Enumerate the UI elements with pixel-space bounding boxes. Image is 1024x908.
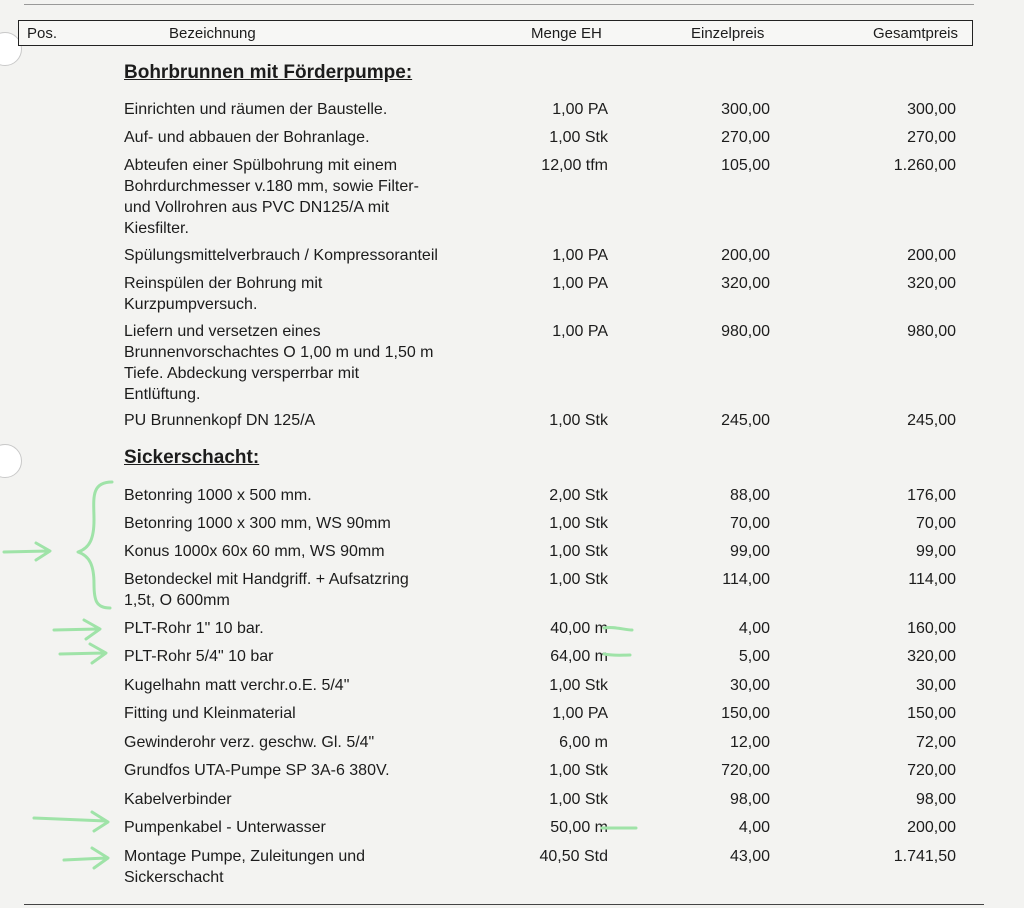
item-total: 200,00: [907, 247, 956, 264]
arrow-mark: [34, 812, 108, 831]
item-quantity: 2,00 Stk: [549, 487, 608, 504]
item-quantity: 1,00 Stk: [549, 762, 608, 779]
item-unit-price: 300,00: [721, 101, 770, 118]
item-unit-price: 4,00: [738, 620, 770, 637]
item-quantity: 1,00 PA: [552, 101, 608, 118]
dash-mark: [604, 627, 632, 630]
arrow-mark: [64, 848, 108, 868]
item-unit-price: 30,00: [729, 677, 770, 694]
item-unit-price: 150,00: [721, 705, 770, 722]
item-description: PU Brunnenkopf DN 125/A: [124, 412, 316, 429]
curly-brace-mark: [78, 482, 112, 608]
item-unit-price: 320,00: [721, 275, 770, 292]
item-unit-price: 70,00: [729, 515, 770, 532]
item-description: Kabelverbinder: [124, 791, 232, 808]
item-quantity: 1,00 Stk: [549, 571, 608, 588]
item-unit-price: 4,00: [738, 819, 770, 836]
header-einzelpreis: Einzelpreis: [691, 25, 765, 42]
item-unit-price: 5,00: [738, 648, 770, 665]
item-quantity: 1,00 Stk: [549, 677, 608, 694]
item-quantity: 1,00 Stk: [549, 515, 608, 532]
item-quantity: 1,00 Stk: [549, 791, 608, 808]
item-description: Abteufen einer Spülbohrung mit einem Bohrdurchmesser v.180 mm, sowie Filter- und Vollrohren aus PVC DN125/A mit Kiesfilter.: [124, 157, 419, 237]
item-description: Spülungsmittelverbrauch / Kompressoranteil: [124, 247, 438, 264]
item-quantity: 6,00 m: [559, 734, 608, 751]
arrow-mark: [60, 644, 106, 663]
item-description: Konus 1000x 60x 60 mm, WS 90mm: [124, 543, 385, 560]
item-description: Betonring 1000 x 500 mm.: [124, 487, 312, 504]
item-description: Einrichten und räumen der Baustelle.: [124, 101, 388, 118]
item-quantity: 1,00 PA: [552, 247, 608, 264]
item-description: Liefern und versetzen eines Brunnenvorschachtes O 1,00 m und 1,50 m Tiefe. Abdeckung versperrbar mit Entlüftung.: [124, 323, 434, 403]
item-total: 270,00: [907, 129, 956, 146]
item-quantity: 1,00 Stk: [549, 129, 608, 146]
item-unit-price: 270,00: [721, 129, 770, 146]
item-unit-price: 98,00: [729, 791, 770, 808]
item-total: 70,00: [915, 515, 956, 532]
item-description: Pumpenkabel - Unterwasser: [124, 819, 326, 836]
item-total: 200,00: [907, 819, 956, 836]
item-quantity: 40,00 m: [550, 620, 608, 637]
header-pos: Pos.: [27, 25, 58, 42]
item-unit-price: 99,00: [729, 543, 770, 560]
item-quantity: 1,00 Stk: [549, 412, 608, 429]
item-unit-price: 200,00: [721, 247, 770, 264]
bottom-rule: [24, 904, 984, 905]
item-unit-price: 12,00: [729, 734, 770, 751]
item-description: Grundfos UTA-Pumpe SP 3A-6 380V.: [124, 762, 390, 779]
item-quantity: 50,00 m: [550, 819, 608, 836]
item-description: Betondeckel mit Handgriff. + Aufsatzring 1,5t, O 600mm: [124, 571, 409, 609]
item-total: 1.741,50: [893, 848, 956, 865]
header-gesamtpreis: Gesamtpreis: [872, 25, 958, 42]
item-total: 320,00: [907, 275, 956, 292]
item-total: 30,00: [915, 677, 956, 694]
item-total: 300,00: [907, 101, 956, 118]
item-total: 980,00: [907, 323, 956, 340]
item-unit-price: 720,00: [721, 762, 770, 779]
item-total: 150,00: [907, 705, 956, 722]
item-unit-price: 43,00: [729, 848, 770, 865]
section-title-bohrbrunnen: Bohrbrunnen mit Förderpumpe:: [124, 62, 413, 83]
item-description: Montage Pumpe, Zuleitungen und Sickerschacht: [124, 848, 366, 886]
item-total: 320,00: [907, 648, 956, 665]
item-total: 114,00: [908, 571, 956, 588]
item-quantity: 12,00 tfm: [541, 157, 608, 174]
item-unit-price: 105,00: [721, 157, 770, 174]
header-bezeichnung: Bezeichnung: [169, 25, 256, 42]
item-unit-price: 114,00: [722, 571, 770, 588]
item-quantity: 64,00 m: [550, 648, 608, 665]
item-unit-price: 88,00: [729, 487, 770, 504]
item-total: 176,00: [907, 487, 956, 504]
item-description: Kugelhahn matt verchr.o.E. 5/4": [124, 677, 350, 694]
section-title-sickerschacht: Sickerschacht:: [124, 447, 260, 468]
item-total: 98,00: [915, 791, 956, 808]
dash-mark: [604, 654, 630, 655]
item-description: Reinspülen der Bohrung mit Kurzpumpversuch.: [124, 275, 323, 313]
item-description: Betonring 1000 x 300 mm, WS 90mm: [124, 515, 391, 532]
item-total: 72,00: [915, 734, 956, 751]
item-quantity: 1,00 PA: [552, 275, 608, 292]
item-total: 1.260,00: [893, 157, 956, 174]
item-description: PLT-Rohr 1" 10 bar.: [124, 620, 264, 637]
item-description: Gewinderohr verz. geschw. Gl. 5/4": [124, 734, 375, 751]
item-total: 720,00: [907, 762, 956, 779]
item-quantity: 1,00 PA: [552, 705, 608, 722]
item-total: 99,00: [915, 543, 956, 560]
item-description: PLT-Rohr 5/4" 10 bar: [124, 648, 274, 665]
arrow-mark: [4, 543, 50, 560]
item-quantity: 1,00 PA: [552, 323, 608, 340]
item-total: 245,00: [907, 412, 956, 429]
arrow-mark: [54, 620, 100, 639]
item-quantity: 1,00 Stk: [549, 543, 608, 560]
item-unit-price: 980,00: [721, 323, 770, 340]
item-description: Auf- und abbauen der Bohranlage.: [124, 129, 370, 146]
header-menge: Menge EH: [531, 25, 602, 42]
item-unit-price: 245,00: [721, 412, 770, 429]
item-quantity: 40,50 Std: [539, 848, 608, 865]
item-description: Fitting und Kleinmaterial: [124, 705, 296, 722]
item-total: 160,00: [907, 620, 956, 637]
